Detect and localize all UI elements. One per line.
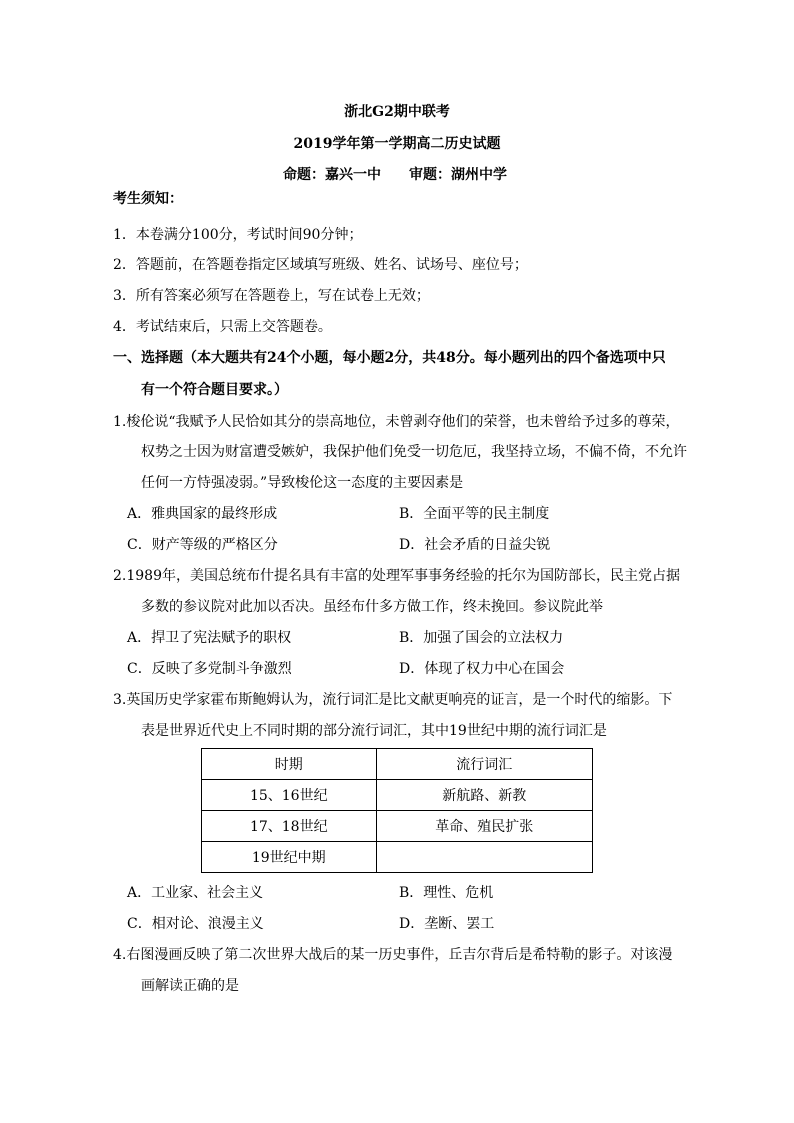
table-header-cell: 时期 xyxy=(202,749,377,780)
question-3-text: 表是世界近代史上不同时期的部分流行词汇，其中19世纪中期的流行词汇是 xyxy=(141,723,607,739)
question-2-option-d: D．体现了权力中心在国会 xyxy=(399,661,565,677)
question-2-text: 2.1989年，美国总统布什提名具有丰富的处理军事事务经验的托尔为国防部长，民主党占据 xyxy=(113,568,680,584)
table-cell: 17、18世纪 xyxy=(202,811,377,842)
question-3-option-d: D．垄断、罢工 xyxy=(399,916,495,932)
table-row xyxy=(202,780,593,811)
section-heading-cont: 有一个符合题目要求。） xyxy=(141,382,288,398)
question-1-text: 权势之士因为财富遭受嫉妒，我保护他们免受一切危厄，我坚持立场，不偏不倚，不允许 xyxy=(141,444,687,460)
question-2-option-c: C．反映了多党制斗争激烈 xyxy=(127,661,292,677)
question-1-option-d: D．社会矛盾的日益尖锐 xyxy=(399,537,551,553)
question-2-option-a: A．捍卫了宪法赋予的职权 xyxy=(127,630,292,646)
section-heading: 一、选择题（本大题共有24个小题，每小题2分，共48分。每小题列出的四个备选项中只 xyxy=(113,350,666,366)
question-1-text: 任何一方恃强凌弱。”导致梭伦这一态度的主要因素是 xyxy=(141,475,464,491)
question-3-option-a: A．工业家、社会主义 xyxy=(127,885,264,901)
notice-item: 2．答题前，在答题卷指定区域填写班级、姓名、试场号、座位号； xyxy=(113,257,528,273)
notice-item: 3．所有答案必须写在答题卷上，写在试卷上无效； xyxy=(113,288,430,304)
reviewer-label: 审题：湖州中学 xyxy=(409,167,507,183)
question-3-option-c: C．相对论、浪漫主义 xyxy=(127,916,264,932)
table-cell: 革命、殖民扩张 xyxy=(376,811,592,842)
vocabulary-table xyxy=(201,748,593,873)
question-4-text: 4.右图漫画反映了第二次世界大战后的某一历史事件，丘吉尔背后是希特勒的影子。对该漫 xyxy=(113,947,673,963)
question-1-option-c: C．财产等级的严格区分 xyxy=(127,537,278,553)
table-cell xyxy=(376,842,592,873)
table-row xyxy=(202,811,593,842)
notice-heading: 考生须知： xyxy=(113,191,183,207)
notice-item: 1．本卷满分100分，考试时间90分钟； xyxy=(113,227,363,243)
question-3-text: 3.英国历史学家霍布斯鲍姆认为，流行词汇是比文献更响亮的证言，是一个时代的缩影。下 xyxy=(113,692,673,708)
notice-item: 4．考试结束后，只需上交答题卷。 xyxy=(113,319,332,335)
exam-title: 浙北G2期中联考 xyxy=(344,104,450,120)
table-header-row xyxy=(202,749,593,780)
exam-subtitle: 2019学年第一学期高二历史试题 xyxy=(293,136,501,152)
question-4-text: 画解读正确的是 xyxy=(141,978,239,994)
question-1-option-a: A．雅典国家的最终形成 xyxy=(127,506,278,522)
table-row xyxy=(202,842,593,873)
table-cell: 19世纪中期 xyxy=(202,842,377,873)
question-2-text: 多数的参议院对此加以否决。虽经布什多方做工作，终未挽回。参议院此举 xyxy=(141,599,603,615)
table-header-cell: 流行词汇 xyxy=(376,749,592,780)
table-cell: 新航路、新教 xyxy=(376,780,592,811)
question-1-option-b: B．全面平等的民主制度 xyxy=(399,506,550,522)
table-cell: 15、16世纪 xyxy=(202,780,377,811)
question-3-option-b: B．理性、危机 xyxy=(399,885,494,901)
setter-label: 命题：嘉兴一中 xyxy=(283,167,381,183)
question-1-text: 1.梭伦说“我赋予人民恰如其分的崇高地位，未曾剥夺他们的荣誉，也未曾给予过多的尊荣， xyxy=(113,414,680,430)
question-2-option-b: B．加强了国会的立法权力 xyxy=(399,630,564,646)
